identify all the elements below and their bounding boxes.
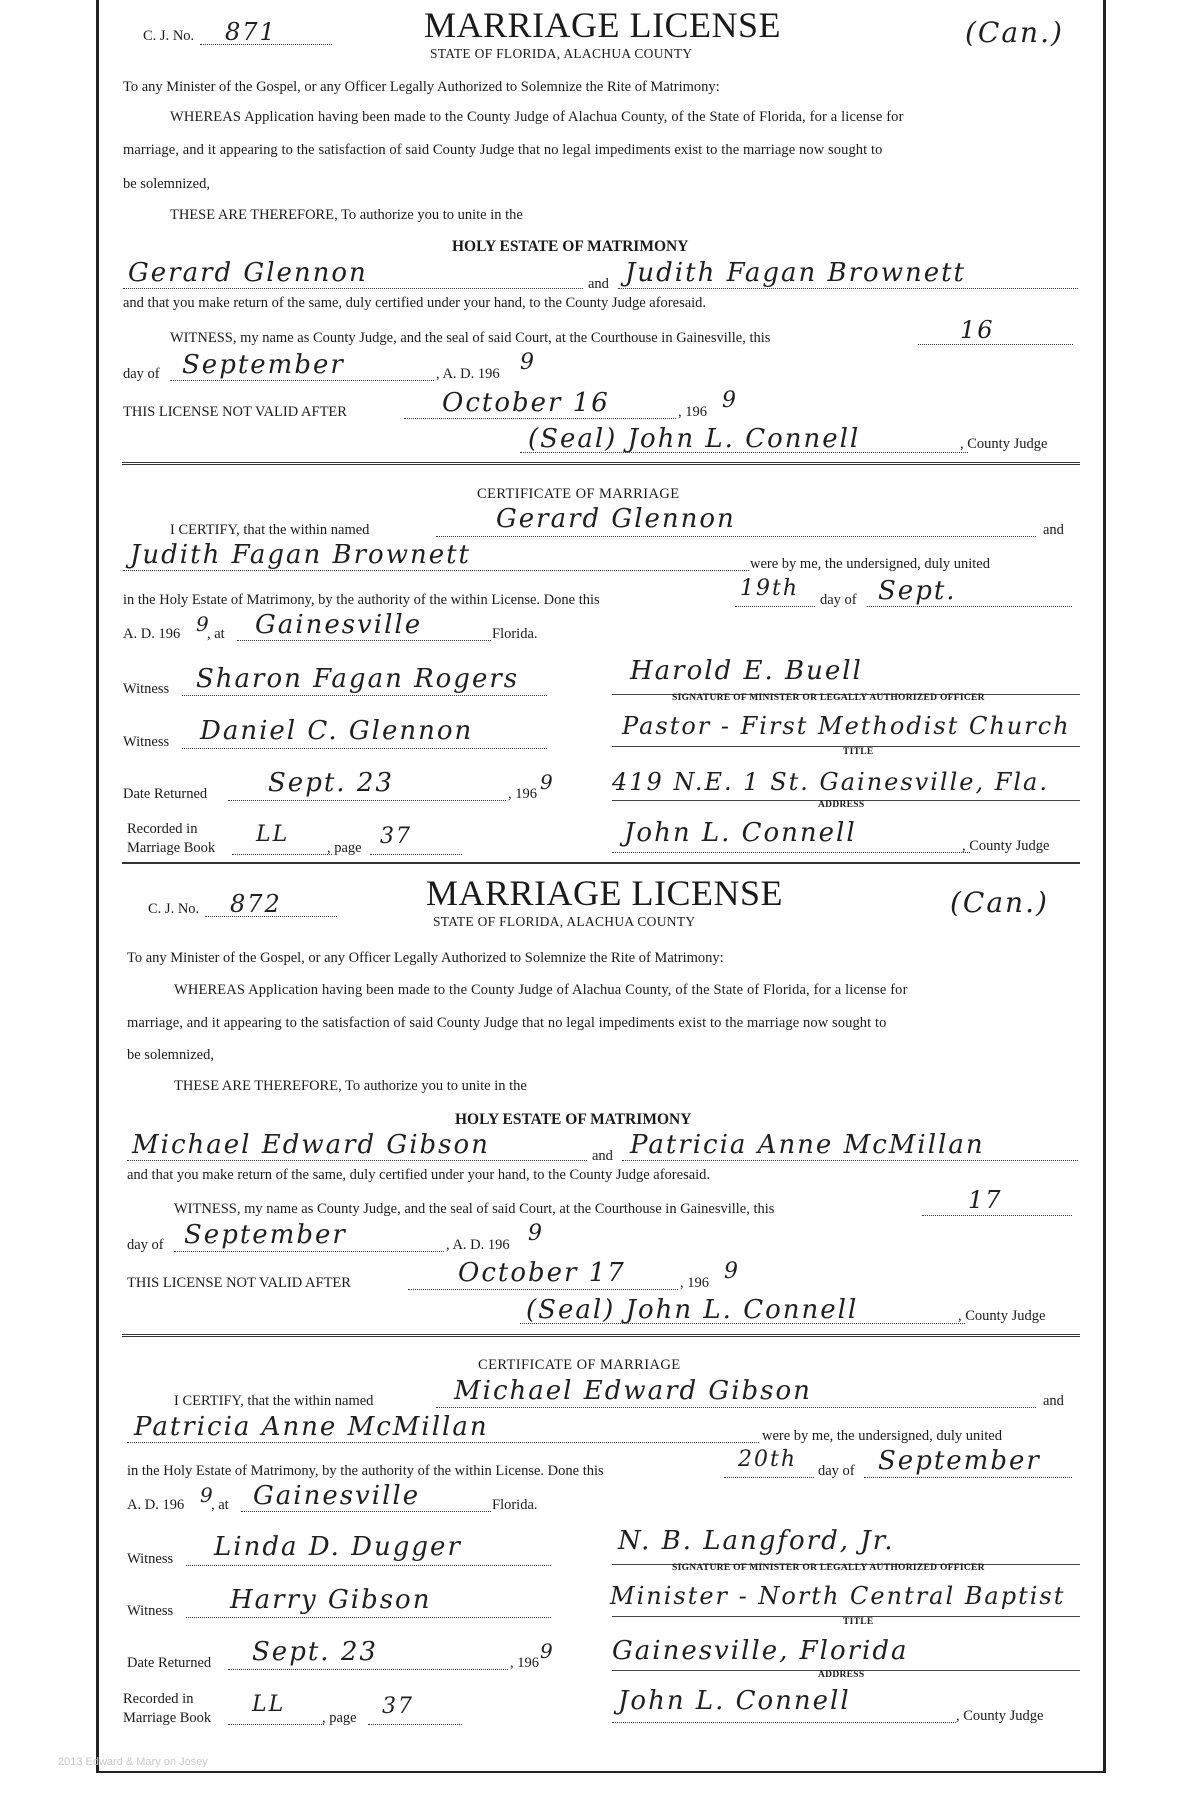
license-title: MARRIAGE LICENSE — [424, 5, 781, 45]
holy-estate-heading: HOLY ESTATE OF MATRIMONY — [452, 238, 689, 255]
not-valid-date: October 16 — [442, 388, 610, 418]
done-day: 19th — [740, 576, 800, 601]
bride-line — [127, 1442, 759, 1443]
book-line — [228, 1724, 324, 1725]
book: LL — [256, 822, 290, 847]
year-digit: 9 — [528, 1221, 544, 1246]
not-valid-year-digit: 9 — [722, 388, 738, 413]
witness-1-line — [186, 1565, 551, 1566]
groom-line — [436, 536, 1036, 537]
officer-address: Gainesville, Florida — [612, 1636, 909, 1666]
holy-estate-line: in the Holy Estate of Matrimony, by the authority of the within License. Done this — [123, 592, 600, 608]
witness-2-line — [186, 1617, 551, 1618]
groom-name: Gerard Glennon — [496, 504, 736, 534]
returned-year-digit: 9 — [540, 770, 555, 794]
date-returned-line — [228, 800, 506, 801]
page-label: , page — [327, 840, 362, 856]
date-returned-label: Date Returned — [127, 1655, 212, 1671]
cj-number: 872 — [230, 890, 282, 918]
officer-address: 419 N.E. 1 St. Gainesville, Fla. — [612, 768, 1049, 796]
done-month-line — [864, 1477, 1072, 1478]
returned-year-label: , 196 — [508, 786, 537, 802]
witness-clause: WITNESS, my name as County Judge, and the seal of said Court, at the Courthouse in Gainesville, this — [174, 1201, 775, 1217]
and-label: and — [592, 1148, 613, 1164]
section-divider — [122, 462, 1080, 465]
month-line — [170, 380, 434, 381]
groom-line — [127, 1160, 587, 1161]
therefore-line: THESE ARE THEREFORE, To authorize you to unite in the — [170, 207, 523, 223]
year-digit: 9 — [520, 350, 536, 375]
were-united-label: were by me, the undersigned, duly united — [750, 556, 990, 572]
judge-signature: John L. Connell — [618, 1686, 851, 1716]
county-judge-label: , County Judge — [962, 838, 1050, 854]
ad-label: , A. D. 196 — [436, 366, 500, 382]
judge-signature-line — [520, 1323, 965, 1324]
done-month: Sept. — [878, 576, 957, 606]
were-united-label: were by me, the undersigned, duly united — [762, 1428, 1002, 1444]
day-of-label: day of — [123, 366, 160, 382]
day-number: 17 — [968, 1186, 1003, 1214]
license-title: MARRIAGE LICENSE — [426, 873, 783, 913]
county-judge-label: , County Judge — [958, 1308, 1046, 1324]
corner-note: (Can.) — [965, 16, 1064, 49]
judge-signature: (Seal) John L. Connell — [526, 1295, 859, 1325]
done-day: 20th — [738, 1447, 798, 1472]
and-label: and — [1043, 1393, 1064, 1409]
section-divider — [122, 1334, 1080, 1337]
recorded-in-label: Recorded in — [123, 1691, 194, 1707]
witness-1-signature: Sharon Fagan Rogers — [196, 664, 520, 694]
witness-1-signature: Linda D. Dugger — [214, 1532, 462, 1562]
return-line: and that you make return of the same, duly certified under your hand, to the County Judge aforesaid. — [123, 295, 707, 311]
day-number: 16 — [960, 316, 995, 344]
not-valid-label: THIS LICENSE NOT VALID AFTER — [127, 1275, 351, 1291]
done-day-line — [735, 606, 815, 607]
whereas-line-3: be solemnized, — [123, 176, 210, 192]
return-line: and that you make return of the same, duly certified under your hand, to the County Judge aforesaid. — [127, 1167, 711, 1183]
place: Gainesville — [253, 1481, 421, 1511]
bride-name: Judith Fagan Brownett — [625, 258, 966, 288]
address-caption: ADDRESS — [818, 1670, 865, 1680]
addressee-line: To any Minister of the Gospel, or any Officer Legally Authorized to Solemnize the Rite of Matrimony: — [123, 79, 720, 95]
bride-line — [622, 1160, 1078, 1161]
witness-1-label: Witness — [123, 681, 170, 697]
judge-signature: John L. Connell — [624, 818, 857, 848]
day-number-line — [922, 1215, 1072, 1216]
signature-caption: SIGNATURE OF MINISTER OR LEGALLY AUTHORIZED OFFICER — [672, 1563, 985, 1573]
returned-year-digit: 9 — [540, 1639, 555, 1663]
officer-signature: N. B. Langford, Jr. — [618, 1526, 895, 1556]
bride-line — [618, 288, 1078, 289]
section-divider — [122, 862, 1080, 864]
groom-name: Gerard Glennon — [128, 258, 368, 288]
judge-signature-line — [612, 852, 970, 853]
month-line — [174, 1251, 444, 1252]
returned-year-label: , 196 — [510, 1655, 539, 1671]
witness-1-line — [182, 695, 547, 696]
not-valid-year-label: , 196 — [680, 1275, 709, 1291]
whereas-line-1: WHEREAS Application having been made to the County Judge of Alachua County, of the State of Florida, for a license for — [170, 109, 904, 125]
holy-estate-heading: HOLY ESTATE OF MATRIMONY — [455, 1111, 692, 1128]
year-digit: 9 — [200, 1483, 215, 1507]
place: Gainesville — [255, 610, 423, 640]
groom-line — [123, 288, 583, 289]
officer-title: Pastor - First Methodist Church — [622, 712, 1071, 740]
not-valid-year-label: , 196 — [678, 404, 707, 420]
certificate-title: CERTIFICATE OF MARRIAGE — [477, 486, 680, 502]
month: September — [184, 1220, 347, 1250]
date-returned: Sept. 23 — [252, 1637, 378, 1667]
officer-title: Minister - North Central Baptist — [610, 1582, 1066, 1610]
date-returned: Sept. 23 — [268, 768, 394, 798]
day-number-line — [918, 344, 1073, 345]
not-valid-date-line — [404, 418, 676, 419]
whereas-line-2: marriage, and it appearing to the satisfaction of said County Judge that no legal impediments exist to the marriage now sought to — [127, 1015, 887, 1031]
groom-name: Michael Edward Gibson — [132, 1130, 490, 1160]
judge-signature-line — [612, 1722, 956, 1723]
at-label: , at — [211, 1497, 229, 1513]
bride-name: Judith Fagan Brownett — [130, 540, 471, 570]
day-of-label: day of — [127, 1237, 164, 1253]
bride-name: Patricia Anne McMillan — [134, 1412, 489, 1442]
and-label: and — [1043, 522, 1064, 538]
bride-name: Patricia Anne McMillan — [630, 1130, 985, 1160]
officer-signature: Harold E. Buell — [630, 656, 863, 686]
certificate-title: CERTIFICATE OF MARRIAGE — [478, 1357, 681, 1373]
place-line — [241, 1511, 491, 1512]
day-of-label: day of — [820, 592, 857, 608]
witness-2-label: Witness — [127, 1603, 174, 1619]
signature-caption: SIGNATURE OF MINISTER OR LEGALLY AUTHORIZED OFFICER — [672, 693, 985, 703]
groom-name: Michael Edward Gibson — [454, 1376, 812, 1406]
bride-line — [123, 570, 749, 571]
whereas-line-2: marriage, and it appearing to the satisfaction of said County Judge that no legal impediments exist to the marriage now sought to — [123, 142, 883, 158]
witness-1-label: Witness — [127, 1551, 174, 1567]
and-label: and — [588, 276, 609, 292]
month: September — [182, 350, 345, 380]
holy-estate-line: in the Holy Estate of Matrimony, by the authority of the within License. Done this — [127, 1463, 604, 1479]
not-valid-label: THIS LICENSE NOT VALID AFTER — [123, 404, 347, 420]
addressee-line: To any Minister of the Gospel, or any Officer Legally Authorized to Solemnize the Rite of Matrimony: — [127, 950, 724, 966]
cj-label: C. J. No. — [148, 901, 200, 917]
day-of-label: day of — [818, 1463, 855, 1479]
witness-2-line — [182, 748, 547, 749]
date-returned-label: Date Returned — [123, 786, 208, 802]
marriage-book-label: Marriage Book — [123, 1710, 212, 1726]
therefore-line: THESE ARE THEREFORE, To authorize you to unite in the — [174, 1078, 527, 1094]
not-valid-date: October 17 — [458, 1258, 626, 1288]
ad-label: A. D. 196 — [123, 626, 181, 642]
certify-label: I CERTIFY, that the within named — [170, 522, 370, 538]
judge-signature: (Seal) John L. Connell — [528, 424, 861, 454]
whereas-line-1: WHEREAS Application having been made to the County Judge of Alachua County, of the State of Florida, for a license for — [174, 982, 908, 998]
groom-line — [436, 1407, 1036, 1408]
page-label: , page — [322, 1710, 357, 1726]
witness-2-signature: Harry Gibson — [230, 1585, 432, 1615]
county-judge-label: , County Judge — [960, 436, 1048, 452]
place-line — [237, 640, 491, 641]
florida-label: Florida. — [492, 1497, 538, 1513]
certify-label: I CERTIFY, that the within named — [174, 1393, 374, 1409]
witness-2-label: Witness — [123, 734, 170, 750]
done-day-line — [724, 1477, 814, 1478]
marriage-book-label: Marriage Book — [127, 840, 216, 856]
page-number: 37 — [380, 824, 412, 849]
page-number: 37 — [382, 1694, 414, 1719]
done-month: September — [878, 1446, 1041, 1476]
cj-number: 871 — [225, 18, 277, 46]
year-digit: 9 — [196, 612, 211, 636]
title-caption: TITLE — [843, 747, 874, 757]
florida-label: Florida. — [492, 626, 538, 642]
ad-label: A. D. 196 — [127, 1497, 185, 1513]
corner-note: (Can.) — [950, 886, 1049, 919]
witness-clause: WITNESS, my name as County Judge, and the seal of said Court, at the Courthouse in Gainesville, this — [170, 330, 771, 346]
license-subtitle: STATE OF FLORIDA, ALACHUA COUNTY — [430, 46, 693, 61]
title-caption: TITLE — [843, 1617, 874, 1627]
at-label: , at — [207, 626, 225, 642]
license-subtitle: STATE OF FLORIDA, ALACHUA COUNTY — [433, 914, 696, 929]
address-caption: ADDRESS — [818, 800, 865, 810]
not-valid-date-line — [408, 1289, 678, 1290]
cj-label: C. J. No. — [143, 28, 195, 44]
page-line — [370, 854, 462, 855]
not-valid-year-digit: 9 — [724, 1259, 740, 1284]
page-line — [368, 1724, 462, 1725]
date-returned-line — [228, 1669, 508, 1670]
ad-label: , A. D. 196 — [446, 1237, 510, 1253]
county-judge-label: , County Judge — [956, 1708, 1044, 1724]
copyright-watermark: 2013 Edward & Mary on Josey — [58, 1756, 208, 1768]
book-line — [232, 854, 332, 855]
whereas-line-3: be solemnized, — [127, 1047, 214, 1063]
judge-signature-line — [520, 452, 968, 453]
witness-2-signature: Daniel C. Glennon — [200, 716, 474, 746]
recorded-in-label: Recorded in — [127, 821, 198, 837]
book: LL — [252, 1692, 286, 1717]
done-month-line — [867, 606, 1072, 607]
